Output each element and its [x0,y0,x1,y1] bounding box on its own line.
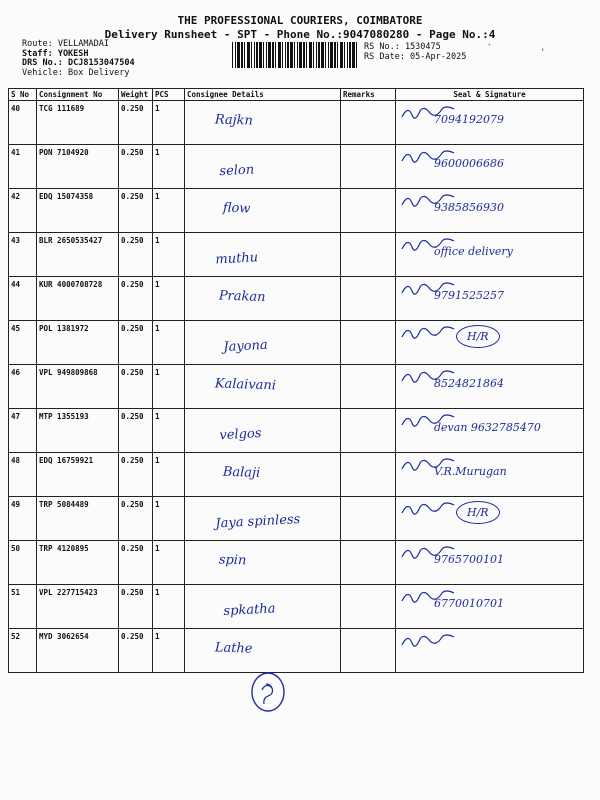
signature-cell [396,145,584,189]
table-row [9,365,584,409]
barcode-bar [263,42,264,68]
pcs-cell: 1 [153,629,185,673]
remarks-cell [341,321,396,365]
consignee-handwriting: Jayona [223,337,269,356]
barcode-bar [349,42,351,68]
barcode-bar [285,42,286,68]
signature-cell [396,629,584,673]
signature-note: 9600006686 [434,157,504,170]
sno-cell: 49 [9,497,37,541]
signature-cell [396,365,584,409]
consignment-cell: MYD 3062654 [37,629,119,673]
signature-scribble [398,499,458,519]
remarks-cell [341,277,396,321]
table-row [9,453,584,497]
barcode-bar [244,42,245,68]
signature-scribble [398,631,458,651]
barcode-bar [268,42,271,68]
consignment-cell: POL 1381972 [37,321,119,365]
weight-cell: 0.250 [119,629,153,673]
weight-cell: 0.250 [119,453,153,497]
barcode-bar [278,42,281,68]
col-header: S No [9,89,37,101]
pcs-cell: 1 [153,101,185,145]
barcode-bar [237,42,240,68]
barcode-bar [325,42,326,68]
route-text: Route: VELLAMADAI [22,39,109,49]
sno-cell: 40 [9,101,37,145]
signature-note: H/R [456,325,500,348]
signature-note: office delivery [434,245,513,258]
consignee-handwriting: Rajkn [214,112,254,129]
consignment-cell: KUR 4000708728 [37,277,119,321]
consignment-cell: MTP 1355193 [37,409,119,453]
barcode-bar [321,42,324,68]
signature-cell [396,541,584,585]
sno-cell: 44 [9,277,37,321]
consignment-cell: PON 7104920 [37,145,119,189]
consignee-handwriting: selon [219,162,255,180]
signature-note: H/R [456,501,500,524]
remarks-cell [341,541,396,585]
signature-cell [396,277,584,321]
barcode-bar [337,42,338,68]
sno-cell: 52 [9,629,37,673]
table-row [9,541,584,585]
consignee-handwriting: Kalaivani [214,376,277,394]
consignment-cell: TRP 4120895 [37,541,119,585]
consignment-cell: BLR 2650535427 [37,233,119,277]
handwritten-stamp [246,668,290,716]
consignment-cell: VPL 227715423 [37,585,119,629]
consignee-handwriting: Jaya spinless [215,512,301,532]
sno-cell: 45 [9,321,37,365]
table-header-row [9,89,584,101]
barcode-bar [318,42,320,68]
barcode-bar [254,42,255,68]
pcs-cell: 1 [153,277,185,321]
barcode-bar [287,42,289,68]
barcode-bar [259,42,262,68]
consignee-handwriting: spin [218,552,247,569]
consignee-handwriting: Prakan [218,288,266,306]
consignment-cell: VPL 949809868 [37,365,119,409]
weight-cell: 0.250 [119,541,153,585]
remarks-cell [341,233,396,277]
signature-cell [396,189,584,233]
consignee-cell [185,409,341,453]
rs-no-text: RS No.: 1530475 [364,42,441,52]
meta-left [22,40,135,78]
weight-cell: 0.250 [119,497,153,541]
table-row [9,233,584,277]
col-header: Seal & Signature [396,89,584,101]
remarks-cell [341,365,396,409]
signature-cell [396,321,584,365]
weight-cell: 0.250 [119,585,153,629]
consignee-handwriting: spkatha [223,601,276,620]
barcode-bar [347,42,348,68]
pcs-cell: 1 [153,321,185,365]
barcode-bar [330,42,333,68]
barcode-bar [251,42,252,68]
col-header: PCS [153,89,185,101]
barcode-bar [297,42,298,68]
remarks-cell [341,101,396,145]
signature-cell [396,453,584,497]
barcode [232,42,357,68]
consignee-cell [185,145,341,189]
consignee-handwriting: velgos [219,426,262,444]
rs-date-text: RS Date: 05-Apr-2025 [364,51,467,62]
table-row [9,585,584,629]
pcs-cell: 1 [153,189,185,233]
barcode-bar [334,42,336,68]
barcode-bar [340,42,343,68]
meta-right [364,43,466,62]
consignee-handwriting: muthu [215,250,259,268]
consignee-cell [185,101,341,145]
sno-cell: 47 [9,409,37,453]
table-row [9,145,584,189]
barcode-bar [328,42,329,68]
barcode-bar [290,42,293,68]
weight-cell: 0.250 [119,277,153,321]
signature-note: devan 9632785470 [434,421,541,434]
weight-cell: 0.250 [119,145,153,189]
col-header: Consignee Details [185,89,341,101]
pcs-cell: 1 [153,453,185,497]
col-header: Remarks [341,89,396,101]
sno-cell: 41 [9,145,37,189]
barcode-bar [282,42,283,68]
table-row [9,277,584,321]
staff-text: Staff: YOKESH [22,48,89,59]
barcode-bar [303,42,305,68]
signature-note: 6770010701 [434,597,504,610]
weight-cell: 0.250 [119,233,153,277]
scan-mark: ` [487,44,493,54]
barcode-bar [294,42,295,68]
table-row [9,629,584,673]
barcode-bar [299,42,302,68]
table-row [9,101,584,145]
barcode-bar [352,42,355,68]
sno-cell: 50 [9,541,37,585]
consignment-cell: EDQ 15074358 [37,189,119,233]
scan-mark: ' [540,48,546,58]
barcode-bar [309,42,312,68]
signature-note: 9765700101 [434,553,504,566]
consignment-cell: TRP 5084489 [37,497,119,541]
sno-cell: 43 [9,233,37,277]
weight-cell: 0.250 [119,409,153,453]
remarks-cell [341,585,396,629]
signature-cell [396,233,584,277]
barcode-bar [356,42,357,68]
consignee-cell [185,585,341,629]
barcode-bar [241,42,243,68]
col-header: Consignment No [37,89,119,101]
consignee-cell [185,453,341,497]
runsheet-table [8,88,584,673]
table-row [9,321,584,365]
table-row [9,497,584,541]
signature-scribble [398,323,458,343]
consignee-cell [185,365,341,409]
runsheet-subtitle: Delivery Runsheet - SPT - Phone No.:9047080280 - Page No.:4 [104,28,496,41]
pcs-cell: 1 [153,145,185,189]
company-title: THE PROFESSIONAL COURIERS, COIMBATORE [177,14,423,27]
consignee-cell [185,497,341,541]
pcs-cell: 1 [153,409,185,453]
weight-cell: 0.250 [119,321,153,365]
barcode-bar [235,42,236,68]
barcode-bar [316,42,317,68]
consignment-cell: EDQ 16759921 [37,453,119,497]
consignee-handwriting: flow [222,200,251,217]
consignee-cell [185,233,341,277]
signature-cell [396,585,584,629]
pcs-cell: 1 [153,497,185,541]
barcode-bar [247,42,250,68]
consignee-cell [185,629,341,673]
remarks-cell [341,629,396,673]
vehicle-text: Vehicle: Box Delivery [22,67,130,78]
table-row [9,189,584,233]
sno-cell: 51 [9,585,37,629]
barcode-bar [232,42,233,68]
barcode-bar [272,42,274,68]
signature-cell [396,409,584,453]
col-header: Weight [119,89,153,101]
consignment-cell: TCG 111689 [37,101,119,145]
barcode-bar [344,42,345,68]
signature-note: 7094192079 [434,113,504,126]
drs-text: DRS No.: DCJ8153047504 [22,58,135,68]
remarks-cell [341,453,396,497]
consignee-handwriting: Lathe [214,640,253,657]
pcs-cell: 1 [153,541,185,585]
weight-cell: 0.250 [119,101,153,145]
consignee-cell [185,277,341,321]
barcode-bar [266,42,267,68]
pcs-cell: 1 [153,585,185,629]
barcode-bar [306,42,307,68]
weight-cell: 0.250 [119,365,153,409]
remarks-cell [341,497,396,541]
signature-cell [396,497,584,541]
barcode-bar [275,42,276,68]
pcs-cell: 1 [153,233,185,277]
signature-note: 8524821864 [434,377,504,390]
consignee-cell [185,189,341,233]
signature-note: V.R.Murugan [434,465,507,478]
remarks-cell [341,409,396,453]
table-row [9,409,584,453]
remarks-cell [341,189,396,233]
consignee-cell [185,321,341,365]
signature-note: 9791525257 [434,289,504,302]
sno-cell: 46 [9,365,37,409]
sno-cell: 42 [9,189,37,233]
weight-cell: 0.250 [119,189,153,233]
barcode-bar [313,42,314,68]
consignee-handwriting: Balaji [222,464,261,481]
signature-note: 9385856930 [434,201,504,214]
sno-cell: 48 [9,453,37,497]
remarks-cell [341,145,396,189]
signature-cell [396,101,584,145]
barcode-bar [256,42,258,68]
consignee-cell [185,541,341,585]
pcs-cell: 1 [153,365,185,409]
